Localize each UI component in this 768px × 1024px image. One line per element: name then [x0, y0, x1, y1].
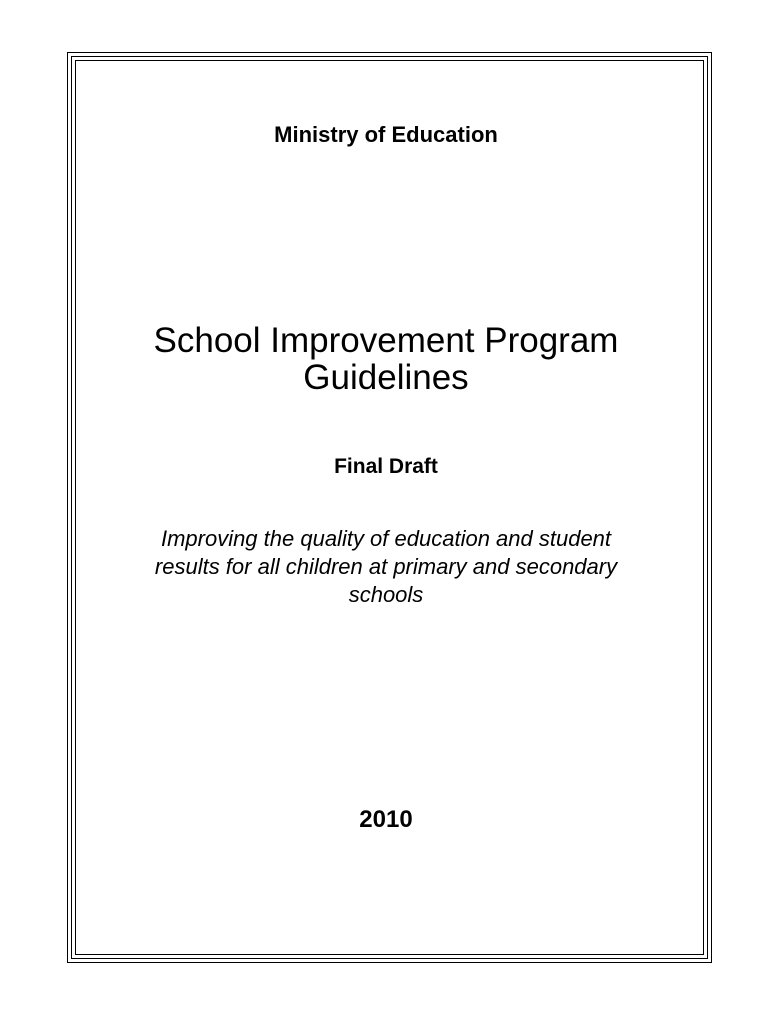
document-title-line-2: Guidelines [303, 358, 469, 397]
tagline-line-1: Improving the quality of education and student [160, 526, 612, 551]
draft-status: Final Draft [334, 455, 438, 478]
document-title [2, 322, 768, 396]
tagline [2, 525, 768, 609]
tagline-line-3: schools [348, 582, 424, 607]
organization-name: Ministry of Education [274, 122, 498, 147]
publication-year: 2010 [359, 806, 413, 833]
tagline-line-2: results for all children at primary and secondary [154, 554, 618, 579]
document-title-line-1: School Improvement Program [153, 321, 619, 360]
